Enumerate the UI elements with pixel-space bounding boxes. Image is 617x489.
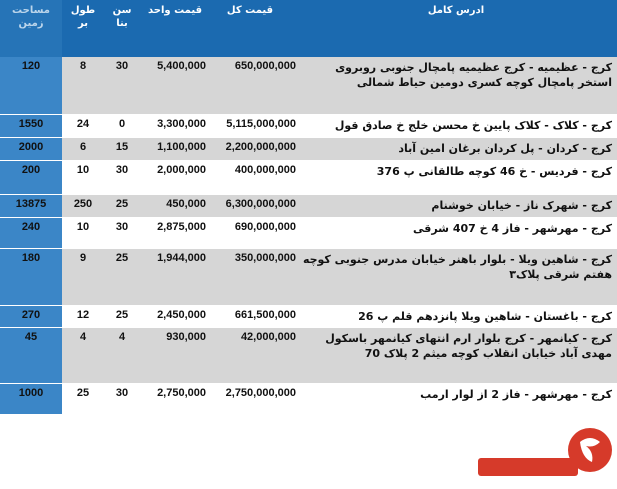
- header-address: ادرس کامل: [427, 5, 485, 16]
- table-row: [0, 328, 617, 384]
- cell-address: کرج - مهرشهر - فاز 4 خ 407 شرقی: [413, 222, 612, 235]
- cell-age: 30: [115, 221, 129, 233]
- cell-age: 4: [118, 331, 126, 343]
- area-header-shade: [0, 0, 62, 57]
- cell-length: 9: [79, 252, 87, 264]
- cell-unit-price: 2,875,000: [157, 221, 206, 233]
- table-row: [0, 384, 617, 415]
- table-row: [0, 195, 617, 218]
- cell-unit-price: 2,000,000: [157, 164, 206, 176]
- cell-area: 240: [21, 221, 41, 233]
- cell-unit-price: 5,400,000: [157, 60, 206, 72]
- cell-unit-price: 2,450,000: [157, 309, 206, 321]
- cell-address: کرج - مهرشهر - فاز 2 از لوار ارمب: [420, 388, 612, 401]
- table-row: [0, 161, 617, 195]
- cell-age: 30: [115, 60, 129, 72]
- cell-length: 24: [76, 118, 90, 130]
- cell-area: 2000: [18, 141, 44, 153]
- table-row: [0, 218, 617, 249]
- cell-length: 12: [76, 309, 90, 321]
- cell-age: 25: [115, 198, 129, 210]
- cell-length: 4: [79, 331, 87, 343]
- table-row: [0, 115, 617, 138]
- cell-age: 25: [115, 309, 129, 321]
- cell-length: 25: [76, 387, 90, 399]
- cell-area: 180: [21, 252, 41, 264]
- cell-total-price: 2,750,000,000: [225, 387, 296, 399]
- table-row: [0, 249, 617, 306]
- table-row: [0, 306, 617, 328]
- cell-unit-price: 930,000: [166, 331, 206, 343]
- header-unit-price: قیمت واحد: [147, 5, 203, 16]
- logo-text: باشگاه خبرنگاران: [501, 423, 578, 433]
- cell-address: کرج - شهرک ناز - خیابان خوشنام: [431, 199, 612, 212]
- cell-length: 6: [79, 141, 87, 153]
- cell-total-price: 6,300,000,000: [225, 198, 296, 210]
- cell-unit-price: 1,944,000: [157, 252, 206, 264]
- cell-total-price: 5,115,000,000: [226, 118, 296, 130]
- header-total-price: قیمت کل: [226, 5, 274, 16]
- cell-unit-price: 1,100,000: [157, 141, 206, 153]
- cell-total-price: 400,000,000: [234, 164, 296, 176]
- table-row: [0, 57, 617, 115]
- cell-unit-price: 450,000: [166, 198, 206, 210]
- cell-area: 200: [21, 164, 41, 176]
- cell-total-price: 2,200,000,000: [225, 141, 296, 153]
- cell-length: 10: [76, 164, 90, 176]
- cell-address: کرج - کلاک - کلاک پایین خ محسن خلج خ صادق قول: [334, 119, 612, 132]
- cell-total-price: 661,500,000: [234, 309, 296, 321]
- cell-total-price: 690,000,000: [234, 221, 296, 233]
- header-area: مساحت زمین: [12, 5, 50, 29]
- cell-age: 0: [118, 118, 126, 130]
- cell-age: 15: [115, 141, 129, 153]
- cell-address: کرج - شاهین ویلا - بلوار باهنر خیابان مدرس جنوبی کوچه هفتم شرقی پلاک۳: [302, 253, 612, 281]
- cell-address: کرج - عظیمیه - کرج عظیمیه پامچال جنوبی روبروی استخر پامچال کوچه کسری دومین حیاط شمالی: [335, 61, 612, 89]
- cell-address: کرج - کردان - پل کردان برغان امین آباد: [398, 142, 612, 155]
- cell-age: 25: [115, 252, 129, 264]
- cell-length: 10: [76, 221, 90, 233]
- cell-area: 120: [21, 60, 41, 72]
- cell-age: 30: [115, 164, 129, 176]
- cell-area: 1550: [18, 118, 44, 130]
- cell-area: 270: [21, 309, 41, 321]
- cell-total-price: 350,000,000: [234, 252, 296, 264]
- header-length: طول بر: [70, 5, 96, 29]
- cell-age: 30: [115, 387, 129, 399]
- cell-total-price: 42,000,000: [240, 331, 296, 343]
- cell-area: 1000: [18, 387, 44, 399]
- header-age: سن بنا: [112, 5, 132, 29]
- table-header: [0, 0, 617, 57]
- cell-address: کرج - کیانمهر - کرج بلوار ارم انتهای کیانمهر باسکول مهدی آباد خیابان انقلاب کوچه میثم 2 پلاک 70: [325, 332, 612, 360]
- cell-area: 45: [24, 331, 38, 343]
- cell-length: 8: [79, 60, 87, 72]
- cell-unit-price: 3,300,000: [157, 118, 206, 130]
- cell-address: کرج - فردیس - خ 46 کوچه طالقانی پ 376: [376, 165, 612, 178]
- cell-unit-price: 2,750,000: [157, 387, 206, 399]
- cell-address: کرج - باغستان - شاهین ویلا پانزدهم قلم پ 26: [358, 310, 612, 323]
- cell-area: 13875: [15, 198, 47, 210]
- table-row: [0, 138, 617, 161]
- cell-length: 250: [73, 198, 93, 210]
- cell-total-price: 650,000,000: [234, 60, 296, 72]
